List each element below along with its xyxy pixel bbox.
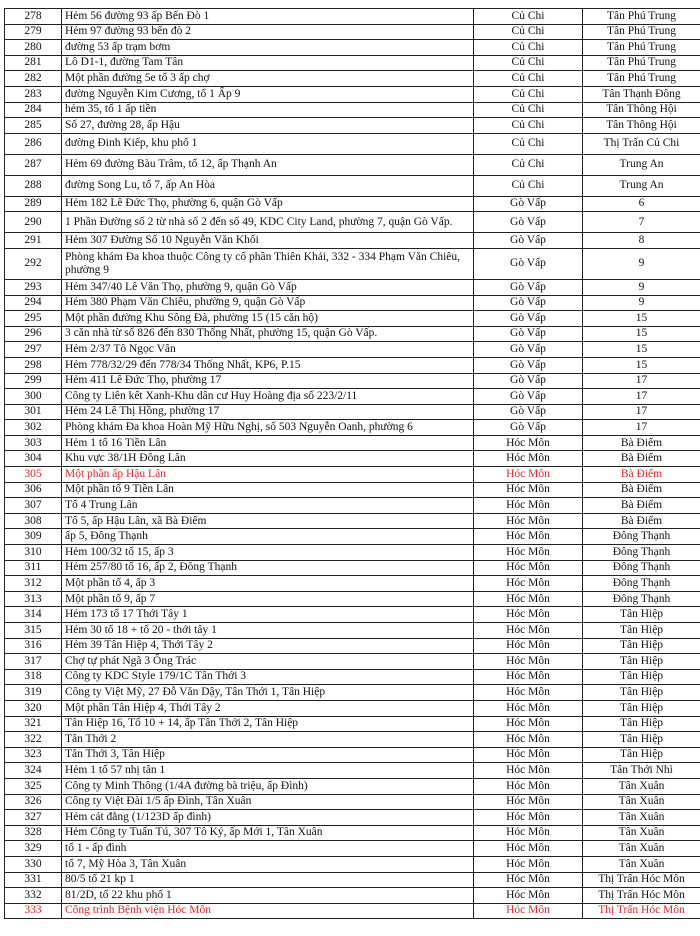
district-cell: Hóc Môn: [474, 638, 583, 654]
address-cell: Hẻm 56 đường 93 ấp Bến Đò 1: [62, 9, 474, 25]
table-row: [5, 654, 700, 670]
row-number: 296: [5, 326, 62, 342]
ward-cell: 15: [583, 357, 700, 373]
district-cell: Củ Chi: [474, 9, 583, 25]
address-cell: Hẻm 778/32/29 đến 778/34 Thống Nhất, KP6, P.15: [62, 357, 474, 373]
table-row: [5, 888, 700, 904]
district-cell: Hóc Môn: [474, 763, 583, 779]
row-number: 320: [5, 700, 62, 716]
row-number: 313: [5, 591, 62, 607]
address-cell: Công ty Liên kết Xanh-Khu dân cư Huy Hoàng địa số 223/2/11: [62, 389, 474, 405]
address-cell: Một phần Tân Hiệp 4, Thới Tây 2: [62, 700, 474, 716]
address-cell: Hẻm 182 Lê Đức Thọ, phường 6, quận Gò Vấp: [62, 196, 474, 212]
address-cell: tổ 1 - ấp đình: [62, 841, 474, 857]
address-cell: Công trình Bệnh viện Hóc Môn: [62, 903, 474, 919]
ward-cell: 7: [583, 212, 700, 233]
ward-cell: Tân Hiệp: [583, 623, 700, 639]
ward-cell: Bà Điểm: [583, 513, 700, 529]
row-number: 324: [5, 763, 62, 779]
address-cell: Một phần đường Khu Sông Đà, phường 15 (15 căn hộ): [62, 311, 474, 327]
ward-cell: Tân Hiệp: [583, 654, 700, 670]
district-cell: Hóc Môn: [474, 856, 583, 872]
table-row: [5, 763, 700, 779]
row-number: 295: [5, 311, 62, 327]
district-cell: Hóc Môn: [474, 810, 583, 826]
address-cell: Tổ 5, ấp Hậu Lân, xã Bà Điểm: [62, 513, 474, 529]
row-number: 328: [5, 825, 62, 841]
ward-cell: Tân Thông Hội: [583, 118, 700, 134]
address-cell: đường Đinh Kiếp, khu phố 1: [62, 133, 474, 154]
district-cell: Củ Chi: [474, 24, 583, 40]
ward-cell: Trung An: [583, 175, 700, 196]
row-number: 316: [5, 638, 62, 654]
row-number: 319: [5, 685, 62, 701]
address-cell: Công ty Việt Mỹ, 27 Đỗ Văn Dậy, Tân Thới 1, Tân Hiệp: [62, 685, 474, 701]
row-number: 302: [5, 420, 62, 436]
ward-cell: Thị Trấn Hóc Môn: [583, 872, 700, 888]
district-cell: Hóc Môn: [474, 872, 583, 888]
district-cell: Hóc Môn: [474, 513, 583, 529]
district-cell: Gò Vấp: [474, 342, 583, 358]
district-cell: Hóc Môn: [474, 778, 583, 794]
row-number: 287: [5, 154, 62, 175]
table-row: [5, 102, 700, 118]
district-cell: Hóc Môn: [474, 794, 583, 810]
district-cell: Củ Chi: [474, 40, 583, 56]
district-cell: Hóc Môn: [474, 591, 583, 607]
row-number: 298: [5, 357, 62, 373]
address-cell: Hẻm 2/37 Tô Ngọc Vân: [62, 342, 474, 358]
district-cell: Gò Vấp: [474, 404, 583, 420]
table-row: [5, 420, 700, 436]
row-number: 280: [5, 40, 62, 56]
ward-cell: Tân Xuân: [583, 778, 700, 794]
district-cell: Gò Vấp: [474, 233, 583, 249]
ward-cell: Tân Phú Trung: [583, 9, 700, 25]
district-cell: Hóc Môn: [474, 623, 583, 639]
address-cell: Lô D1-1, đường Tam Tân: [62, 55, 474, 71]
table-row: [5, 212, 700, 233]
row-number: 281: [5, 55, 62, 71]
district-cell: Hóc Môn: [474, 903, 583, 919]
district-cell: Hóc Môn: [474, 654, 583, 670]
table-row: [5, 154, 700, 175]
address-cell: Công ty KDC Style 179/1C Tân Thới 3: [62, 669, 474, 685]
district-cell: Củ Chi: [474, 71, 583, 87]
table-row: [5, 716, 700, 732]
table-row: [5, 357, 700, 373]
district-cell: Hóc Môn: [474, 700, 583, 716]
ward-cell: Tân Hiệp: [583, 700, 700, 716]
ward-cell: Tân Hiệp: [583, 685, 700, 701]
ward-cell: 17: [583, 373, 700, 389]
table-row: [5, 560, 700, 576]
table-row: [5, 467, 700, 483]
table-row: [5, 607, 700, 623]
table-row: [5, 529, 700, 545]
ward-cell: Tân Xuân: [583, 825, 700, 841]
table-row: [5, 810, 700, 826]
district-cell: Gò Vấp: [474, 357, 583, 373]
address-cell: đường 53 ấp trạm bơm: [62, 40, 474, 56]
row-number: 325: [5, 778, 62, 794]
address-cell: Hẻm 411 Lê Đức Thọ, phường 17: [62, 373, 474, 389]
table-row: [5, 669, 700, 685]
address-cell: Hẻm 97 đường 93 bến đò 2: [62, 24, 474, 40]
table-row: [5, 732, 700, 748]
row-number: 321: [5, 716, 62, 732]
ward-cell: Bà Điểm: [583, 467, 700, 483]
table-row: [5, 545, 700, 561]
row-number: 315: [5, 623, 62, 639]
address-cell: 1 Phần Đường số 2 từ nhà số 2 đến số 49, KDC City Land, phường 7, quận Gò Vấp.: [62, 212, 474, 233]
table-row: [5, 133, 700, 154]
table-row: [5, 435, 700, 451]
address-cell: ấp 5, Đông Thạnh: [62, 529, 474, 545]
table-row: [5, 778, 700, 794]
ward-cell: Bà Điểm: [583, 498, 700, 514]
row-number: 323: [5, 747, 62, 763]
ward-cell: 9: [583, 248, 700, 279]
address-cell: Hẻm 100/32 tổ 15, ấp 3: [62, 545, 474, 561]
ward-cell: 17: [583, 389, 700, 405]
table-row: [5, 872, 700, 888]
table-row: [5, 451, 700, 467]
row-number: 322: [5, 732, 62, 748]
row-number: 329: [5, 841, 62, 857]
table-row: [5, 638, 700, 654]
address-cell: 81/2D, tổ 22 khu phố 1: [62, 888, 474, 904]
district-cell: Hóc Môn: [474, 435, 583, 451]
row-number: 308: [5, 513, 62, 529]
table-row: [5, 196, 700, 212]
address-cell: Hẻm 24 Lê Thị Hồng, phường 17: [62, 404, 474, 420]
district-cell: Hóc Môn: [474, 669, 583, 685]
district-cell: Hóc Môn: [474, 545, 583, 561]
row-number: 282: [5, 71, 62, 87]
table-row: [5, 623, 700, 639]
ward-cell: 17: [583, 420, 700, 436]
table-row: [5, 86, 700, 102]
ward-cell: 15: [583, 311, 700, 327]
district-cell: Hóc Môn: [474, 685, 583, 701]
table-row: [5, 389, 700, 405]
district-cell: Hóc Môn: [474, 716, 583, 732]
district-cell: Hóc Môn: [474, 560, 583, 576]
ward-cell: 6: [583, 196, 700, 212]
district-cell: Hóc Môn: [474, 732, 583, 748]
table-row: [5, 175, 700, 196]
row-number: 291: [5, 233, 62, 249]
district-cell: Hóc Môn: [474, 576, 583, 592]
district-cell: Gò Vấp: [474, 311, 583, 327]
district-cell: Gò Vấp: [474, 420, 583, 436]
district-cell: Củ Chi: [474, 55, 583, 71]
address-cell: Một phần tổ 9 Tiền Lân: [62, 482, 474, 498]
district-cell: Củ Chi: [474, 86, 583, 102]
address-cell: Hẻm 307 Đường Số 10 Nguyễn Văn Khối: [62, 233, 474, 249]
ward-cell: Tân Xuân: [583, 856, 700, 872]
row-number: 317: [5, 654, 62, 670]
ward-cell: Tân Hiệp: [583, 607, 700, 623]
address-cell: Hẻm 380 Phạm Văn Chiêu, phường 9, quận Gò Vấp: [62, 295, 474, 311]
ward-cell: Đông Thạnh: [583, 560, 700, 576]
row-number: 331: [5, 872, 62, 888]
table-row: [5, 279, 700, 295]
ward-cell: Đông Thạnh: [583, 545, 700, 561]
row-number: 312: [5, 576, 62, 592]
row-number: 285: [5, 118, 62, 134]
row-number: 304: [5, 451, 62, 467]
address-cell: Hẻm 257/80 tổ 16, ấp 2, Đông Thạnh: [62, 560, 474, 576]
district-cell: Gò Vấp: [474, 279, 583, 295]
ward-cell: Tân Phú Trung: [583, 71, 700, 87]
row-number: 290: [5, 212, 62, 233]
district-cell: Hóc Môn: [474, 482, 583, 498]
district-cell: Gò Vấp: [474, 326, 583, 342]
address-cell: Tân Hiệp 16, Tổ 10 + 14, ấp Tân Thới 2, Tân Hiệp: [62, 716, 474, 732]
table-row: [5, 482, 700, 498]
table-row: [5, 856, 700, 872]
address-cell: Công ty Việt Đài 1/5 ấp Đình, Tân Xuân: [62, 794, 474, 810]
row-number: 305: [5, 467, 62, 483]
address-cell: Hẻm 1 tổ 57 nhị tân 1: [62, 763, 474, 779]
district-cell: Gò Vấp: [474, 196, 583, 212]
ward-cell: Bà Điểm: [583, 482, 700, 498]
ward-cell: Đông Thạnh: [583, 576, 700, 592]
row-number: 278: [5, 9, 62, 25]
ward-cell: Tân Hiệp: [583, 669, 700, 685]
row-number: 299: [5, 373, 62, 389]
district-cell: Hóc Môn: [474, 451, 583, 467]
district-cell: Gò Vấp: [474, 248, 583, 279]
district-cell: Gò Vấp: [474, 295, 583, 311]
ward-cell: Tân Phú Trung: [583, 55, 700, 71]
ward-cell: Tân Hiệp: [583, 747, 700, 763]
table-row: [5, 40, 700, 56]
row-number: 289: [5, 196, 62, 212]
row-number: 297: [5, 342, 62, 358]
table-row: [5, 685, 700, 701]
district-cell: Củ Chi: [474, 175, 583, 196]
district-cell: Củ Chi: [474, 102, 583, 118]
address-cell: 3 căn nhà từ số 826 đến 830 Thống Nhất, phường 15, quận Gò Vấp.: [62, 326, 474, 342]
address-cell: Hẻm 1 tổ 16 Tiền Lân: [62, 435, 474, 451]
row-number: 300: [5, 389, 62, 405]
table-row: [5, 342, 700, 358]
row-number: 307: [5, 498, 62, 514]
table-row: [5, 825, 700, 841]
ward-cell: Tân Thạnh Đông: [583, 86, 700, 102]
ward-cell: 15: [583, 326, 700, 342]
address-cell: 80/5 tổ 21 kp 1: [62, 872, 474, 888]
district-cell: Hóc Môn: [474, 888, 583, 904]
ward-cell: Tân Thới Nhì: [583, 763, 700, 779]
address-cell: Hẻm 69 đường Bàu Trâm, tổ 12, ấp Thạnh An: [62, 154, 474, 175]
table-row: [5, 903, 700, 919]
table-body: [5, 9, 700, 919]
ward-cell: Thị Trấn Hóc Môn: [583, 888, 700, 904]
address-cell: đường Nguyễn Kim Cương, tổ 1 Ấp 9: [62, 86, 474, 102]
ward-cell: Đông Thạnh: [583, 529, 700, 545]
ward-cell: Tân Xuân: [583, 794, 700, 810]
row-number: 311: [5, 560, 62, 576]
table-row: [5, 326, 700, 342]
address-cell: Tổ 4 Trung Lân: [62, 498, 474, 514]
address-cell: Hẻm 30 tổ 18 + tổ 20 - thới tây 1: [62, 623, 474, 639]
address-cell: Hẻm 39 Tân Hiệp 4, Thới Tây 2: [62, 638, 474, 654]
table-row: [5, 9, 700, 25]
address-cell: Phòng khám Đa khoa Hoàn Mỹ Hữu Nghị, số 503 Nguyễn Oanh, phường 6: [62, 420, 474, 436]
address-cell: Phòng khám Đa khoa thuộc Công ty cổ phần Thiên Khải, 332 - 334 Phạm Văn Chiêu, phường 9: [62, 248, 474, 279]
ward-cell: Thị Trấn Hóc Môn: [583, 903, 700, 919]
address-cell: Một phần ấp Hậu Lân: [62, 467, 474, 483]
row-number: 286: [5, 133, 62, 154]
district-cell: Củ Chi: [474, 118, 583, 134]
district-cell: Hóc Môn: [474, 825, 583, 841]
address-cell: Số 27, đường 28, ấp Hậu: [62, 118, 474, 134]
table-row: [5, 591, 700, 607]
ward-cell: 8: [583, 233, 700, 249]
ward-cell: Tân Hiệp: [583, 716, 700, 732]
district-cell: Hóc Môn: [474, 529, 583, 545]
table-row: [5, 700, 700, 716]
table-row: [5, 233, 700, 249]
district-cell: Gò Vấp: [474, 389, 583, 405]
row-number: 294: [5, 295, 62, 311]
locations-table: [4, 8, 700, 919]
address-cell: Hẻm 347/40 Lê Văn Thọ, phường 9, quận Gò Vấp: [62, 279, 474, 295]
table-row: [5, 295, 700, 311]
ward-cell: 9: [583, 295, 700, 311]
table-row: [5, 404, 700, 420]
row-number: 333: [5, 903, 62, 919]
row-number: 292: [5, 248, 62, 279]
address-cell: Công ty Minh Thông (1/4A đường bà triệu, ấp Đình): [62, 778, 474, 794]
row-number: 330: [5, 856, 62, 872]
row-number: 301: [5, 404, 62, 420]
row-number: 284: [5, 102, 62, 118]
row-number: 293: [5, 279, 62, 295]
address-cell: Một phần tổ 9, ấp 7: [62, 591, 474, 607]
table-row: [5, 55, 700, 71]
address-cell: Hẻm cát đằng (1/123D ấp đình): [62, 810, 474, 826]
row-number: 288: [5, 175, 62, 196]
district-cell: Củ Chi: [474, 154, 583, 175]
district-cell: Hóc Môn: [474, 747, 583, 763]
address-cell: Tân Thới 3, Tân Hiệp: [62, 747, 474, 763]
district-cell: Hóc Môn: [474, 498, 583, 514]
ward-cell: 17: [583, 404, 700, 420]
ward-cell: Bà Điểm: [583, 435, 700, 451]
table-row: [5, 513, 700, 529]
row-number: 303: [5, 435, 62, 451]
table-row: [5, 118, 700, 134]
ward-cell: 9: [583, 279, 700, 295]
row-number: 310: [5, 545, 62, 561]
row-number: 326: [5, 794, 62, 810]
district-cell: Hóc Môn: [474, 841, 583, 857]
row-number: 309: [5, 529, 62, 545]
table-row: [5, 71, 700, 87]
table-row: [5, 794, 700, 810]
table-row: [5, 373, 700, 389]
ward-cell: Tân Xuân: [583, 841, 700, 857]
district-cell: Củ Chi: [474, 133, 583, 154]
row-number: 283: [5, 86, 62, 102]
ward-cell: Bà Điểm: [583, 451, 700, 467]
district-cell: Gò Vấp: [474, 373, 583, 389]
table-row: [5, 248, 700, 279]
ward-cell: Tân Thông Hội: [583, 102, 700, 118]
address-cell: Tân Thới 2: [62, 732, 474, 748]
row-number: 327: [5, 810, 62, 826]
ward-cell: Đông Thạnh: [583, 591, 700, 607]
address-cell: Chợ tự phát Ngã 3 Ông Trác: [62, 654, 474, 670]
address-cell: Khu vực 38/1H Đông Lân: [62, 451, 474, 467]
row-number: 306: [5, 482, 62, 498]
row-number: 318: [5, 669, 62, 685]
ward-cell: Tân Xuân: [583, 810, 700, 826]
table-row: [5, 576, 700, 592]
district-cell: Hóc Môn: [474, 467, 583, 483]
address-cell: đường Song Lu, tổ 7, ấp An Hòa: [62, 175, 474, 196]
table-row: [5, 24, 700, 40]
table-row: [5, 311, 700, 327]
ward-cell: Tân Hiệp: [583, 638, 700, 654]
ward-cell: Thị Trấn Củ Chi: [583, 133, 700, 154]
address-cell: hẻm 35, tổ 1 ấp tiền: [62, 102, 474, 118]
address-cell: Một phần đường 5e tổ 3 ấp chợ: [62, 71, 474, 87]
address-cell: Hẻm Công ty Tuấn Tú, 307 Tô Ký, ấp Mới 1, Tân Xuân: [62, 825, 474, 841]
ward-cell: Tân Phú Trung: [583, 40, 700, 56]
address-cell: Một phần tổ 4, ấp 3: [62, 576, 474, 592]
row-number: 314: [5, 607, 62, 623]
ward-cell: Trung An: [583, 154, 700, 175]
table-row: [5, 747, 700, 763]
ward-cell: Tân Phú Trung: [583, 24, 700, 40]
table-row: [5, 841, 700, 857]
address-cell: Hẻm 173 tổ 17 Thới Tây 1: [62, 607, 474, 623]
ward-cell: 15: [583, 342, 700, 358]
district-cell: Hóc Môn: [474, 607, 583, 623]
district-cell: Gò Vấp: [474, 212, 583, 233]
address-cell: tổ 7, Mỹ Hòa 3, Tân Xuân: [62, 856, 474, 872]
table-row: [5, 498, 700, 514]
ward-cell: Tân Hiệp: [583, 732, 700, 748]
row-number: 332: [5, 888, 62, 904]
row-number: 279: [5, 24, 62, 40]
